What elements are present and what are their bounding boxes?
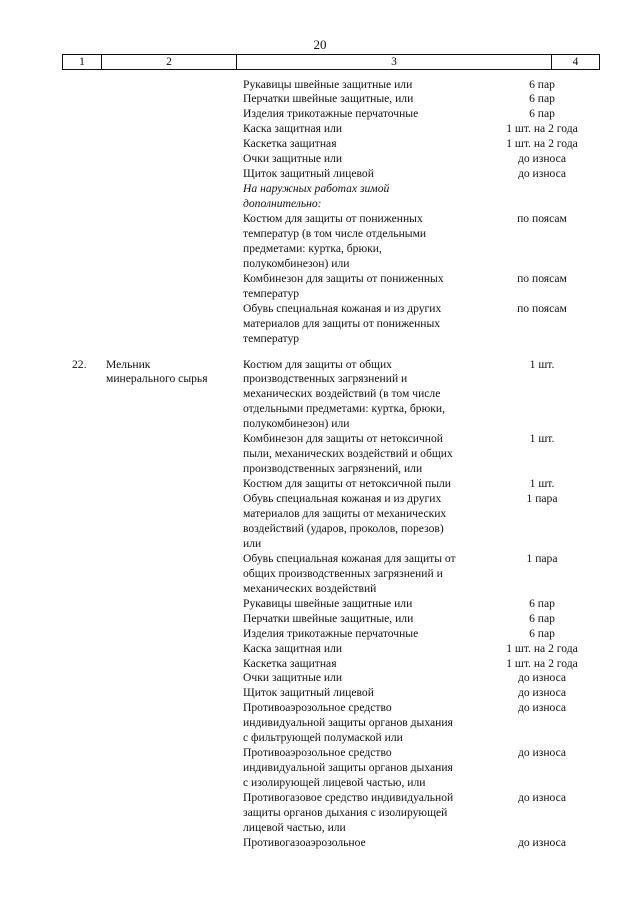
row22-item-text: Костюм для защиты от нетоксичной пыли: [243, 477, 452, 491]
row22-item-norm: 6 пар: [529, 626, 555, 640]
row22-item-text: производственных загрязнений, или: [243, 462, 423, 476]
row22-item-text: Костюм для защиты от общих: [243, 357, 392, 371]
block1-item-norm: 6 пар: [529, 92, 555, 106]
row22-item-text: индивидуальной защиты органов дыхания: [243, 716, 453, 730]
row22-item-norm: 6 пар: [529, 611, 555, 625]
row22-item-text: Противогазоаэрозольное: [243, 835, 366, 849]
row22-item-norm: 1 шт. на 2 года: [506, 656, 578, 670]
header-col-4: 4: [572, 56, 579, 68]
row-number: 22.: [72, 357, 87, 371]
row22-item-norm: до износа: [517, 791, 567, 805]
header-col-3: 3: [237, 55, 552, 69]
block1-item-text: Рукавицы швейные защитные или: [243, 77, 413, 91]
row22-item-norm: 1 шт.: [529, 477, 555, 491]
row22-item-text: материалов для защиты от механических: [243, 507, 447, 520]
row22-item-text: Каскетка защитная: [243, 656, 337, 670]
block1-item-text: На наружных работах зимой: [243, 182, 390, 196]
page-number: 20: [313, 37, 327, 52]
row22-item-norm: до износа: [517, 835, 567, 849]
block1-item-text: Перчатки швейные защитные, или: [243, 92, 414, 106]
block1-item-text: Изделия трикотажные перчаточные: [243, 107, 419, 121]
row22-item-text: с изолирующей лицевой частью, или: [243, 776, 426, 790]
row22-item-text: Очки защитные или: [243, 671, 343, 685]
row22-item-norm: 6 пар: [529, 596, 555, 610]
block1-item-norm: 6 пар: [529, 77, 555, 91]
row22-item-norm: 1 шт. на 2 года: [506, 641, 578, 655]
block1-item-text: Очки защитные или: [243, 152, 343, 166]
row22-item-norm: до износа: [517, 686, 567, 700]
row22-item-text: Рукавицы швейные защитные или: [243, 596, 413, 610]
row22-item-text: Противоаэрозольное средство: [243, 746, 392, 760]
block1-item-text: полукомбинезон) или: [243, 256, 350, 270]
block1-item-text: дополнительно:: [243, 197, 322, 211]
row22-item-norm: 1 шт.: [529, 357, 555, 371]
block1-item-text: температур (в том числе отдельными: [243, 227, 427, 240]
row22-item-text: Обувь специальная кожаная и из других: [243, 492, 442, 506]
row22-item-text: Щиток защитный лицевой: [243, 686, 374, 700]
row22-item-norm: 1 шт.: [529, 432, 555, 446]
row22-item-text: пыли, механических воздействий и общих: [243, 447, 453, 461]
row22-item-text: защиты органов дыхания с изолирующей: [243, 806, 448, 819]
row22-item-text: механических воздействий: [243, 581, 377, 595]
block1-item-text: температур: [243, 286, 300, 300]
row22-item-text: индивидуальной защиты органов дыхания: [243, 761, 453, 775]
header-col-1: 1: [63, 55, 102, 69]
header-col-2: 2: [102, 55, 237, 69]
block1-item-text: Комбинезон для защиты от пониженных: [243, 271, 444, 285]
table-header-row: [62, 54, 600, 70]
block1-item-norm: 1 шт. на 2 года: [506, 137, 578, 151]
profession-name: Мельник: [106, 357, 151, 371]
row22-item-norm: до износа: [517, 746, 567, 760]
row22-item-text: полукомбинезон) или: [243, 417, 350, 431]
row22-item-text: с фильтрующей полумаской или: [243, 731, 403, 745]
row22-item-text: лицевой частью, или: [243, 820, 346, 834]
row22-item-norm: 1 пара: [526, 551, 558, 565]
block1-item-norm: до износа: [517, 167, 567, 181]
profession-name: минерального сырья: [106, 372, 208, 386]
block1-item-text: Каскетка защитная: [243, 137, 337, 151]
block1-item-norm: до износа: [517, 152, 567, 166]
row22-item-text: производственных загрязнений и: [243, 372, 408, 386]
block1-item-text: Каска защитная или: [243, 122, 343, 136]
row22-item-norm: 1 пара: [526, 492, 558, 506]
block1-item-text: температур: [243, 331, 300, 345]
row22-item-text: воздействий (ударов, проколов, порезов): [243, 521, 444, 535]
block1-item-text: Щиток защитный лицевой: [243, 167, 374, 181]
row22-item-text: Каска защитная или: [243, 641, 343, 655]
block1-item-text: предметами: куртка, брюки,: [243, 241, 382, 255]
block1-item-norm: 6 пар: [529, 107, 555, 121]
block1-item-norm: по поясам: [517, 301, 567, 315]
block1-item-norm: 1 шт. на 2 года: [506, 122, 578, 136]
row22-item-text: Комбинезон для защиты от нетоксичной: [243, 432, 444, 446]
row22-item-text: общих производственных загрязнений и: [243, 566, 443, 580]
row22-item-text: Изделия трикотажные перчаточные: [243, 626, 419, 640]
row22-item-text: Перчатки швейные защитные, или: [243, 611, 414, 625]
row22-item-text: Обувь специальная кожаная для защиты от: [243, 551, 456, 565]
row22-item-text: Противоаэрозольное средство: [243, 701, 392, 715]
block1-item-text: Обувь специальная кожаная и из других: [243, 301, 442, 315]
block1-item-text: материалов для защиты от пониженных: [243, 316, 441, 330]
row22-item-norm: до износа: [517, 671, 567, 685]
row22-item-text: Противогазовое средство индивидуальной: [243, 791, 454, 805]
block1-item-norm: по поясам: [517, 212, 567, 226]
row22-item-text: механических воздействий (в том числе: [243, 387, 441, 401]
row22-item-norm: до износа: [517, 701, 567, 715]
block1-item-text: Костюм для защиты от пониженных: [243, 212, 423, 226]
row22-item-text: или: [243, 536, 262, 550]
row22-item-text: отдельными предметами: куртка, брюки,: [243, 402, 445, 416]
block1-item-norm: по поясам: [517, 271, 567, 285]
